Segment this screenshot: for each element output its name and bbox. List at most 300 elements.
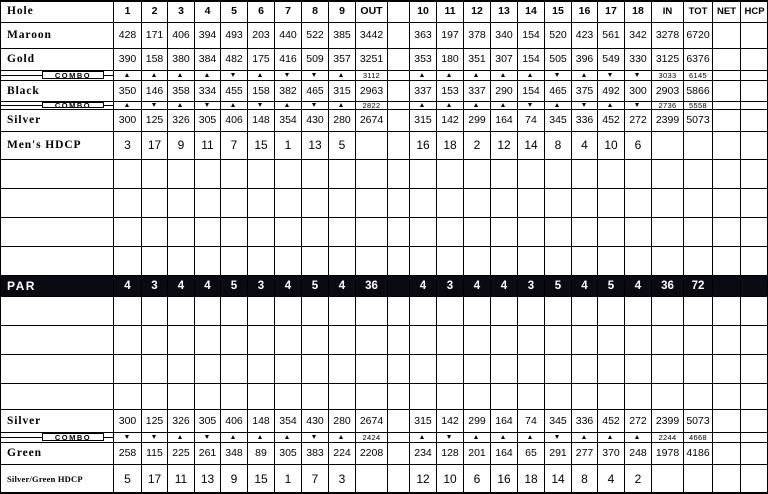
score-entry-cell[interactable] <box>652 247 683 275</box>
silver-cell: 74 <box>525 114 537 126</box>
score-entry-cell[interactable] <box>652 189 683 217</box>
mens-hdcp-cell: 14 <box>524 138 538 152</box>
score-entry-cell[interactable] <box>142 297 167 325</box>
score-entry-cell[interactable] <box>684 326 712 354</box>
tee-marker-up-icon <box>474 73 478 77</box>
tee-marker-down-icon <box>125 435 129 439</box>
score-entry-cell[interactable] <box>302 160 328 188</box>
header-cell: NET <box>717 5 736 17</box>
green-cell: 89 <box>255 447 267 459</box>
score-entry-cell[interactable] <box>356 160 387 188</box>
score-entry-cell[interactable] <box>114 326 141 354</box>
score-entry-cell[interactable] <box>329 326 355 354</box>
score-entry-cell[interactable] <box>168 189 194 217</box>
score-entry-cell[interactable] <box>329 384 355 409</box>
silver-cell <box>713 109 740 131</box>
silver2-cell: 406 <box>225 414 243 427</box>
score-entry-cell[interactable] <box>302 189 328 217</box>
score-entry-cell[interactable] <box>142 355 167 383</box>
tee-marker-up-icon <box>125 103 129 107</box>
maroon-label: Maroon <box>7 29 52 41</box>
score-entry-cell[interactable] <box>275 384 301 409</box>
score-entry-cell[interactable] <box>713 297 740 325</box>
silver-green-hdcp-cell <box>684 464 712 493</box>
score-entry-cell[interactable] <box>275 218 301 246</box>
score-entry-cell[interactable] <box>491 297 517 325</box>
score-entry-cell[interactable] <box>275 326 301 354</box>
score-entry-cell[interactable] <box>410 384 436 409</box>
score-entry-cell[interactable] <box>518 326 544 354</box>
score-entry-cell[interactable] <box>168 247 194 275</box>
gold-cell: 3251 <box>359 53 384 65</box>
score-entry-cell[interactable] <box>356 326 387 354</box>
score-entry-cell[interactable] <box>464 384 490 409</box>
par-cell: 4 <box>419 279 427 292</box>
black-cell: 158 <box>252 84 270 97</box>
par-cell: 3 <box>257 279 265 292</box>
score-entry-cell[interactable] <box>572 297 597 325</box>
score-entry-cell[interactable] <box>302 297 328 325</box>
combo-connector <box>104 75 113 76</box>
mens-hdcp-cell: 6 <box>634 138 642 152</box>
score-entry-cell[interactable] <box>491 247 517 275</box>
score-entry-cell[interactable] <box>437 247 463 275</box>
silver2-cell: 430 <box>306 414 324 427</box>
score-entry-cell[interactable] <box>388 326 409 354</box>
score-entry-cell[interactable] <box>142 189 167 217</box>
score-entry-cell[interactable] <box>114 218 141 246</box>
score-entry-cell[interactable] <box>410 326 436 354</box>
score-entry-cell[interactable] <box>545 189 571 217</box>
score-entry-cell[interactable] <box>248 355 274 383</box>
mens-hdcp-cell: 10 <box>604 138 618 152</box>
score-entry-cell[interactable] <box>410 189 436 217</box>
combo-out-total: 2822 <box>362 101 381 109</box>
score-entry-cell[interactable] <box>275 355 301 383</box>
score-entry-cell[interactable] <box>437 218 463 246</box>
score-entry-cell[interactable] <box>545 247 571 275</box>
silver-cell: 299 <box>468 114 486 126</box>
par-cell: 3 <box>446 279 454 292</box>
score-entry-cell[interactable] <box>652 297 683 325</box>
score-entry-cell[interactable] <box>248 218 274 246</box>
tee-marker-down-icon <box>312 435 316 439</box>
score-entry-cell[interactable] <box>142 160 167 188</box>
tee-marker-down-icon <box>205 435 209 439</box>
score-entry-cell[interactable] <box>572 355 597 383</box>
score-entry-cell[interactable] <box>248 189 274 217</box>
score-entry-cell[interactable] <box>625 247 651 275</box>
player-name-cell[interactable] <box>1 189 113 217</box>
score-entry-cell[interactable] <box>464 218 490 246</box>
score-entry-cell[interactable] <box>302 355 328 383</box>
score-entry-cell[interactable] <box>114 297 141 325</box>
score-entry-cell[interactable] <box>572 247 597 275</box>
player-name-cell[interactable] <box>1 247 113 275</box>
score-entry-cell[interactable] <box>195 297 220 325</box>
tee-marker-down-icon <box>528 103 532 107</box>
tee-marker-up-icon <box>285 435 289 439</box>
score-entry-cell[interactable] <box>572 218 597 246</box>
score-entry-cell[interactable] <box>598 297 624 325</box>
score-entry-cell[interactable] <box>248 384 274 409</box>
score-entry-cell[interactable] <box>388 355 409 383</box>
mens-hdcp-cell <box>741 131 768 159</box>
score-entry-cell[interactable] <box>195 160 220 188</box>
par-cell: 5 <box>554 279 562 292</box>
score-entry-cell[interactable] <box>545 160 571 188</box>
score-entry-cell[interactable] <box>275 247 301 275</box>
green-cell: 370 <box>602 447 620 459</box>
score-entry-cell[interactable] <box>518 355 544 383</box>
score-entry-cell[interactable] <box>221 355 247 383</box>
score-entry-cell[interactable] <box>275 297 301 325</box>
green-cell: 164 <box>495 447 513 459</box>
score-entry-cell[interactable] <box>741 297 768 325</box>
score-entry-cell[interactable] <box>598 218 624 246</box>
silver-cell: 315 <box>414 114 432 126</box>
silver2-cell: 345 <box>549 414 567 427</box>
score-entry-cell[interactable] <box>248 297 274 325</box>
silver-green-hdcp-cell: 6 <box>473 471 481 486</box>
maroon-cell: 394 <box>198 29 217 41</box>
score-entry-cell[interactable] <box>464 297 490 325</box>
score-entry-cell[interactable] <box>168 160 194 188</box>
score-entry-cell[interactable] <box>598 189 624 217</box>
score-entry-cell[interactable] <box>388 218 409 246</box>
score-entry-cell[interactable] <box>464 326 490 354</box>
score-entry-cell[interactable] <box>114 189 141 217</box>
score-entry-cell[interactable] <box>195 218 220 246</box>
score-entry-cell[interactable] <box>625 355 651 383</box>
gold-cell: 180 <box>441 53 459 65</box>
score-entry-cell[interactable] <box>741 160 768 188</box>
score-entry-cell[interactable] <box>410 160 436 188</box>
green-cell: 261 <box>198 447 217 459</box>
score-entry-cell[interactable] <box>221 326 247 354</box>
score-entry-cell[interactable] <box>652 326 683 354</box>
par-cell <box>713 275 740 296</box>
score-entry-cell[interactable] <box>410 247 436 275</box>
black-cell: 146 <box>145 84 164 97</box>
silver-green-hdcp-cell: 3 <box>338 471 346 486</box>
silver2-cell: 2674 <box>359 414 384 427</box>
player-name-cell[interactable] <box>1 160 113 188</box>
score-entry-cell[interactable] <box>491 355 517 383</box>
score-entry-cell[interactable] <box>168 218 194 246</box>
black-cell: 492 <box>602 84 620 97</box>
score-entry-cell[interactable] <box>518 218 544 246</box>
gold-cell: 357 <box>333 53 351 65</box>
player-name-cell[interactable] <box>1 326 113 354</box>
score-entry-cell[interactable] <box>741 189 768 217</box>
score-entry-cell[interactable] <box>221 218 247 246</box>
header-cell: IN <box>662 5 673 17</box>
score-entry-cell[interactable] <box>684 160 712 188</box>
score-entry-cell[interactable] <box>168 355 194 383</box>
score-entry-cell[interactable] <box>388 297 409 325</box>
score-entry-cell[interactable] <box>652 384 683 409</box>
tee-marker-up-icon <box>152 73 156 77</box>
silver-cell: 354 <box>279 114 297 126</box>
black-cell: 465 <box>306 84 324 97</box>
score-entry-cell[interactable] <box>302 384 328 409</box>
player-name-cell[interactable] <box>1 297 113 325</box>
score-entry-cell[interactable] <box>388 384 409 409</box>
combo-connector <box>0 75 42 76</box>
mens-hdcp-cell: 13 <box>308 138 322 152</box>
score-entry-cell[interactable] <box>545 355 571 383</box>
score-entry-cell[interactable] <box>652 218 683 246</box>
score-entry-cell[interactable] <box>491 326 517 354</box>
score-entry-cell[interactable] <box>625 189 651 217</box>
tee-marker-up-icon <box>339 435 343 439</box>
score-entry-cell[interactable] <box>464 247 490 275</box>
score-entry-cell[interactable] <box>437 297 463 325</box>
score-entry-cell[interactable] <box>142 326 167 354</box>
score-entry-cell[interactable] <box>114 247 141 275</box>
player-name-cell[interactable] <box>1 218 113 246</box>
score-entry-cell[interactable] <box>302 326 328 354</box>
score-entry-cell[interactable] <box>329 218 355 246</box>
score-entry-cell[interactable] <box>302 247 328 275</box>
score-entry-cell[interactable] <box>464 160 490 188</box>
header-cell: HCP <box>744 5 765 17</box>
score-entry-cell[interactable] <box>142 218 167 246</box>
score-entry-cell[interactable] <box>625 160 651 188</box>
silver2-cell: 315 <box>414 414 432 427</box>
score-entry-cell[interactable] <box>221 189 247 217</box>
score-entry-cell[interactable] <box>572 326 597 354</box>
score-entry-cell[interactable] <box>329 160 355 188</box>
score-entry-cell[interactable] <box>598 160 624 188</box>
score-entry-cell[interactable] <box>195 189 220 217</box>
score-entry-cell[interactable] <box>713 218 740 246</box>
score-entry-cell[interactable] <box>248 326 274 354</box>
score-entry-cell[interactable] <box>329 355 355 383</box>
score-entry-cell[interactable] <box>388 247 409 275</box>
score-entry-cell[interactable] <box>518 384 544 409</box>
score-entry-cell[interactable] <box>491 189 517 217</box>
player-name-cell[interactable] <box>1 355 113 383</box>
score-entry-cell[interactable] <box>741 218 768 246</box>
score-entry-cell[interactable] <box>545 326 571 354</box>
score-entry-cell[interactable] <box>221 160 247 188</box>
mens-hdcp-cell <box>713 131 740 159</box>
score-entry-cell[interactable] <box>598 384 624 409</box>
score-entry-cell[interactable] <box>464 189 490 217</box>
score-entry-cell[interactable] <box>168 384 194 409</box>
silver2-cell: 354 <box>279 414 297 427</box>
green-cell: 291 <box>549 447 567 459</box>
score-entry-cell[interactable] <box>684 355 712 383</box>
score-entry-cell[interactable] <box>741 384 768 409</box>
score-entry-cell[interactable] <box>684 189 712 217</box>
score-entry-cell[interactable] <box>168 326 194 354</box>
score-entry-cell[interactable] <box>741 355 768 383</box>
score-entry-cell[interactable] <box>388 189 409 217</box>
tee-marker-up-icon <box>420 435 424 439</box>
score-entry-cell[interactable] <box>356 218 387 246</box>
score-entry-cell[interactable] <box>572 384 597 409</box>
silver2-cell: 300 <box>118 414 137 427</box>
gold-cell: 416 <box>279 53 297 65</box>
tee-marker-up-icon <box>582 435 586 439</box>
score-entry-cell[interactable] <box>598 247 624 275</box>
silver2-cell: 125 <box>145 414 164 427</box>
silver-green-hdcp-cell: 11 <box>174 471 188 486</box>
green-cell: 348 <box>225 447 243 459</box>
score-entry-cell[interactable] <box>356 297 387 325</box>
header-cell: 17 <box>605 5 617 17</box>
score-entry-cell[interactable] <box>464 355 490 383</box>
score-entry-cell[interactable] <box>329 297 355 325</box>
score-entry-cell[interactable] <box>684 247 712 275</box>
black-cell <box>741 80 768 101</box>
tee-marker-up-icon <box>339 73 343 77</box>
silver2-label: Silver <box>7 414 42 427</box>
score-entry-cell[interactable] <box>437 160 463 188</box>
score-entry-cell[interactable] <box>302 218 328 246</box>
score-entry-cell[interactable] <box>518 247 544 275</box>
player-name-cell[interactable] <box>1 384 113 409</box>
score-entry-cell[interactable] <box>195 247 220 275</box>
score-entry-cell[interactable] <box>168 297 194 325</box>
score-entry-cell[interactable] <box>713 189 740 217</box>
score-entry-cell[interactable] <box>356 355 387 383</box>
tee-marker-up-icon <box>125 73 129 77</box>
green-cell: 383 <box>306 447 324 459</box>
score-entry-cell[interactable] <box>356 384 387 409</box>
par-cell: 4 <box>338 279 346 292</box>
maroon-cell <box>713 22 740 48</box>
silver-cell <box>388 109 409 131</box>
score-entry-cell[interactable] <box>518 189 544 217</box>
score-entry-cell[interactable] <box>625 384 651 409</box>
score-entry-cell[interactable] <box>248 160 274 188</box>
score-entry-cell[interactable] <box>741 247 768 275</box>
combo-connector <box>0 437 42 438</box>
score-entry-cell[interactable] <box>713 247 740 275</box>
silver-green-hdcp-cell: 4 <box>607 471 615 486</box>
silver-cell: 148 <box>252 114 270 126</box>
score-entry-cell[interactable] <box>437 355 463 383</box>
score-entry-cell[interactable] <box>410 355 436 383</box>
score-entry-cell[interactable] <box>329 189 355 217</box>
header-cell: 16 <box>578 5 591 17</box>
score-entry-cell[interactable] <box>388 160 409 188</box>
score-entry-cell[interactable] <box>195 326 220 354</box>
header-cell: 10 <box>417 5 429 17</box>
header-cell: 9 <box>339 5 345 17</box>
score-entry-cell[interactable] <box>491 218 517 246</box>
score-entry-cell[interactable] <box>491 160 517 188</box>
score-entry-cell[interactable] <box>114 160 141 188</box>
score-entry-cell[interactable] <box>518 160 544 188</box>
score-entry-cell[interactable] <box>195 384 220 409</box>
score-entry-cell[interactable] <box>598 326 624 354</box>
green-cell: 258 <box>118 447 137 459</box>
score-entry-cell[interactable] <box>545 218 571 246</box>
score-entry-cell[interactable] <box>741 326 768 354</box>
green-label: Green <box>7 447 42 459</box>
score-entry-cell[interactable] <box>410 218 436 246</box>
mens-hdcp-cell <box>388 131 409 159</box>
tee-marker-up-icon <box>178 73 182 77</box>
green-cell: 248 <box>629 447 647 459</box>
black-cell: 2903 <box>655 84 680 97</box>
score-entry-cell[interactable] <box>713 384 740 409</box>
score-entry-cell[interactable] <box>713 160 740 188</box>
score-entry-cell[interactable] <box>114 355 141 383</box>
score-entry-cell[interactable] <box>545 297 571 325</box>
tee-marker-up-icon <box>608 435 612 439</box>
score-entry-cell[interactable] <box>625 218 651 246</box>
header-cell: 15 <box>552 5 564 17</box>
tee-marker-down-icon <box>447 435 451 439</box>
score-entry-cell[interactable] <box>356 247 387 275</box>
mens-hdcp-cell: 16 <box>416 138 430 152</box>
score-entry-cell[interactable] <box>625 297 651 325</box>
score-entry-cell[interactable] <box>572 189 597 217</box>
score-entry-cell[interactable] <box>114 384 141 409</box>
score-entry-cell[interactable] <box>221 297 247 325</box>
score-entry-cell[interactable] <box>684 218 712 246</box>
silver-green-hdcp-cell <box>388 464 409 493</box>
score-entry-cell[interactable] <box>713 355 740 383</box>
score-entry-cell[interactable] <box>356 189 387 217</box>
score-entry-cell[interactable] <box>437 189 463 217</box>
score-entry-cell[interactable] <box>545 384 571 409</box>
green-cell: 225 <box>172 447 190 459</box>
green-cell: 201 <box>468 447 486 459</box>
score-entry-cell[interactable] <box>652 160 683 188</box>
score-entry-cell[interactable] <box>221 247 247 275</box>
score-entry-cell[interactable] <box>684 384 712 409</box>
score-entry-cell[interactable] <box>518 297 544 325</box>
score-entry-cell[interactable] <box>684 297 712 325</box>
score-entry-cell[interactable] <box>491 384 517 409</box>
score-entry-cell[interactable] <box>437 326 463 354</box>
score-entry-cell[interactable] <box>142 384 167 409</box>
score-entry-cell[interactable] <box>652 355 683 383</box>
silver-cell <box>741 109 768 131</box>
silver-cell: 326 <box>172 114 190 126</box>
score-entry-cell[interactable] <box>248 247 274 275</box>
score-entry-cell[interactable] <box>195 355 220 383</box>
score-entry-cell[interactable] <box>410 297 436 325</box>
tee-marker-down-icon <box>258 103 262 107</box>
score-entry-cell[interactable] <box>572 160 597 188</box>
tee-marker-up-icon <box>474 103 478 107</box>
score-entry-cell[interactable] <box>142 247 167 275</box>
silver2-cell: 74 <box>525 414 537 427</box>
score-entry-cell[interactable] <box>713 326 740 354</box>
black-label: Black <box>7 84 40 97</box>
combo-label: COMBO <box>42 71 104 79</box>
score-entry-cell[interactable] <box>625 326 651 354</box>
par-cell: 36 <box>661 279 674 292</box>
par-cell: 5 <box>607 279 615 292</box>
score-entry-cell[interactable] <box>275 189 301 217</box>
score-entry-cell[interactable] <box>598 355 624 383</box>
score-entry-cell[interactable] <box>221 384 247 409</box>
score-entry-cell[interactable] <box>437 384 463 409</box>
score-entry-cell[interactable] <box>275 160 301 188</box>
combo-label: COMBO <box>42 102 104 108</box>
score-entry-cell[interactable] <box>329 247 355 275</box>
par-cell: 4 <box>500 279 508 292</box>
